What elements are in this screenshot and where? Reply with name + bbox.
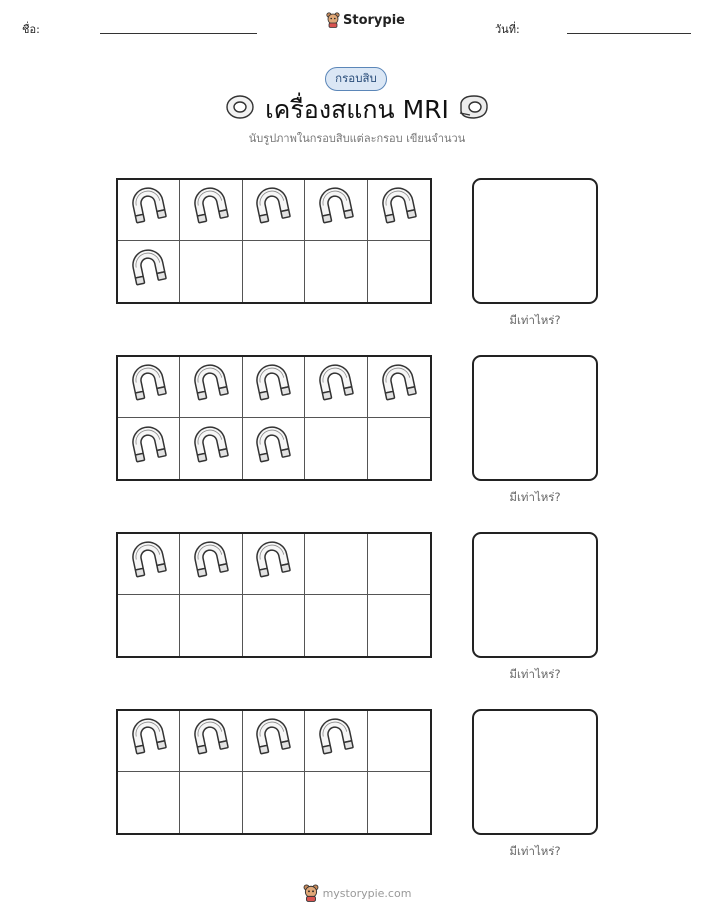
ten-frame-2 xyxy=(116,355,432,481)
brand-name: Storypie xyxy=(343,12,405,28)
frame-cell xyxy=(180,534,242,595)
answer-box-4[interactable] xyxy=(472,709,598,835)
question-label-3: มีเท่าไหร่? xyxy=(509,667,561,681)
magnet-icon xyxy=(379,187,419,233)
magnet-icon xyxy=(191,718,231,764)
frame-cell xyxy=(180,241,242,302)
instructions: นับรูปภาพในกรอบสิบแต่ละกรอบ เขียนจำนวน xyxy=(248,132,466,145)
frame-cell xyxy=(118,534,180,595)
frame-cell xyxy=(243,180,305,241)
question-label-4: มีเท่าไหร่? xyxy=(509,844,561,858)
frame-cell xyxy=(368,595,430,656)
frame-cell xyxy=(305,534,367,595)
frame-cell xyxy=(180,180,242,241)
frame-cell xyxy=(368,357,430,418)
magnet-icon xyxy=(253,364,293,410)
bear-mascot-icon xyxy=(303,884,319,902)
frame-cell xyxy=(305,595,367,656)
magnet-icon xyxy=(253,541,293,587)
frame-cell xyxy=(243,357,305,418)
date-line[interactable] xyxy=(567,33,691,34)
magnet-icon xyxy=(316,364,356,410)
frame-cell xyxy=(368,772,430,833)
frame-cell xyxy=(368,180,430,241)
ten-frame-3 xyxy=(116,532,432,658)
frame-cell xyxy=(118,595,180,656)
frame-cell xyxy=(243,534,305,595)
page-title: เครื่องสแกน MRI xyxy=(265,95,449,124)
frame-cell xyxy=(180,772,242,833)
frame-cell xyxy=(243,711,305,772)
magnet-icon xyxy=(191,187,231,233)
frame-cell xyxy=(118,357,180,418)
name-line[interactable] xyxy=(100,33,257,34)
date-label: วันที่: xyxy=(495,23,520,36)
bear-mascot-icon xyxy=(326,12,340,28)
question-label-1: มีเท่าไหร่? xyxy=(509,313,561,327)
magnet-icon xyxy=(129,426,169,472)
magnet-icon xyxy=(379,364,419,410)
frame-cell xyxy=(118,772,180,833)
magnet-icon xyxy=(316,718,356,764)
footer-url[interactable]: mystorypie.com xyxy=(322,886,412,900)
magnet-icon xyxy=(253,718,293,764)
frame-cell xyxy=(305,241,367,302)
frame-cell xyxy=(118,711,180,772)
frame-cell xyxy=(180,357,242,418)
frame-cell xyxy=(368,711,430,772)
frame-cell xyxy=(118,180,180,241)
ten-frame-1 xyxy=(116,178,432,304)
frame-cell xyxy=(180,711,242,772)
frame-cell xyxy=(368,241,430,302)
frame-cell xyxy=(118,418,180,479)
magnet-icon xyxy=(253,187,293,233)
frame-cell xyxy=(368,534,430,595)
frame-cell xyxy=(305,772,367,833)
frame-cell xyxy=(243,772,305,833)
frame-cell xyxy=(118,241,180,302)
ten-frame-4 xyxy=(116,709,432,835)
frame-cell xyxy=(305,180,367,241)
answer-box-2[interactable] xyxy=(472,355,598,481)
footer xyxy=(0,884,714,902)
answer-box-1[interactable] xyxy=(472,178,598,304)
frame-cell xyxy=(180,418,242,479)
magnet-icon xyxy=(129,364,169,410)
magnet-icon xyxy=(253,426,293,472)
name-label: ชื่อ: xyxy=(22,23,40,36)
magnet-icon xyxy=(191,541,231,587)
frame-cell xyxy=(180,595,242,656)
magnet-icon xyxy=(129,718,169,764)
magnet-icon xyxy=(129,249,169,295)
frame-cell xyxy=(243,241,305,302)
magnet-icon xyxy=(129,187,169,233)
magnet-icon xyxy=(316,187,356,233)
topic-tag: กรอบสิบ xyxy=(325,67,387,91)
frame-cell xyxy=(243,418,305,479)
magnet-icon xyxy=(129,541,169,587)
frame-cell xyxy=(243,595,305,656)
magnet-icon xyxy=(191,426,231,472)
frame-cell xyxy=(368,418,430,479)
frame-cell xyxy=(305,418,367,479)
answer-box-3[interactable] xyxy=(472,532,598,658)
frame-cell xyxy=(305,357,367,418)
brand-logo xyxy=(326,12,405,28)
magnet-icon xyxy=(191,364,231,410)
mri-scanner-icon xyxy=(458,93,490,121)
frame-cell xyxy=(305,711,367,772)
question-label-2: มีเท่าไหร่? xyxy=(509,490,561,504)
